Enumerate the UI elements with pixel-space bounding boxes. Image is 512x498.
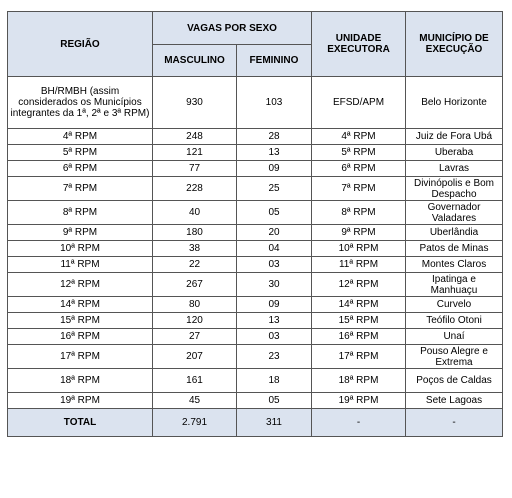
cell-regiao: 16ª RPM — [8, 329, 153, 345]
cell-masculino: 38 — [153, 241, 237, 257]
cell-masculino: 120 — [153, 313, 237, 329]
table-row — [8, 393, 503, 409]
cell-regiao: 15ª RPM — [8, 313, 153, 329]
cell-feminino: 13 — [237, 313, 312, 329]
cell-unidade: 8ª RPM — [312, 201, 406, 225]
total-feminino: 311 — [237, 409, 312, 437]
cell-masculino: 22 — [153, 257, 237, 273]
cell-unidade: 18ª RPM — [312, 369, 406, 393]
cell-unidade: 16ª RPM — [312, 329, 406, 345]
cell-municipio: Unaí — [406, 329, 503, 345]
cell-unidade: 9ª RPM — [312, 225, 406, 241]
cell-regiao: 9ª RPM — [8, 225, 153, 241]
cell-feminino: 18 — [237, 369, 312, 393]
table-row — [8, 297, 503, 313]
cell-municipio: Belo Horizonte — [406, 77, 503, 129]
cell-unidade: 15ª RPM — [312, 313, 406, 329]
cell-regiao: 14ª RPM — [8, 297, 153, 313]
cell-masculino: 180 — [153, 225, 237, 241]
cell-masculino: 40 — [153, 201, 237, 225]
cell-municipio: Patos de Minas — [406, 241, 503, 257]
cell-feminino: 20 — [237, 225, 312, 241]
total-masculino: 2.791 — [153, 409, 237, 437]
table-footer — [8, 409, 503, 437]
table-row — [8, 129, 503, 145]
cell-municipio: Montes Claros — [406, 257, 503, 273]
cell-feminino: 103 — [237, 77, 312, 129]
cell-feminino: 05 — [237, 393, 312, 409]
total-municipio: - — [406, 409, 503, 437]
cell-regiao: 19ª RPM — [8, 393, 153, 409]
cell-municipio: Teófilo Otoni — [406, 313, 503, 329]
cell-feminino: 09 — [237, 161, 312, 177]
table-row — [8, 369, 503, 393]
table-row — [8, 329, 503, 345]
cell-masculino: 77 — [153, 161, 237, 177]
cell-masculino: 228 — [153, 177, 237, 201]
header-feminino: FEMININO — [237, 45, 312, 77]
cell-feminino: 30 — [237, 273, 312, 297]
total-label: TOTAL — [8, 409, 153, 437]
table-row — [8, 345, 503, 369]
cell-municipio: Lavras — [406, 161, 503, 177]
cell-feminino: 23 — [237, 345, 312, 369]
cell-feminino: 13 — [237, 145, 312, 161]
cell-unidade: 4ª RPM — [312, 129, 406, 145]
table-row — [8, 273, 503, 297]
cell-masculino: 80 — [153, 297, 237, 313]
cell-unidade: 14ª RPM — [312, 297, 406, 313]
cell-regiao: 8ª RPM — [8, 201, 153, 225]
cell-feminino: 05 — [237, 201, 312, 225]
cell-municipio: Uberlândia — [406, 225, 503, 241]
table-row — [8, 257, 503, 273]
cell-unidade: 19ª RPM — [312, 393, 406, 409]
cell-masculino: 267 — [153, 273, 237, 297]
cell-feminino: 04 — [237, 241, 312, 257]
cell-feminino: 28 — [237, 129, 312, 145]
header-municipio-execucao: MUNICÍPIO DE EXECUÇÃO — [406, 12, 503, 77]
cell-municipio: Sete Lagoas — [406, 393, 503, 409]
cell-regiao: 6ª RPM — [8, 161, 153, 177]
table-row — [8, 241, 503, 257]
total-row — [8, 409, 503, 437]
cell-unidade: 12ª RPM — [312, 273, 406, 297]
cell-unidade: 5ª RPM — [312, 145, 406, 161]
table-header — [8, 12, 503, 77]
cell-regiao: 5ª RPM — [8, 145, 153, 161]
cell-municipio: Juiz de Fora Ubá — [406, 129, 503, 145]
cell-municipio: Poços de Caldas — [406, 369, 503, 393]
table-row — [8, 177, 503, 201]
cell-masculino: 121 — [153, 145, 237, 161]
table-body — [8, 77, 503, 409]
vacancies-table — [7, 11, 503, 437]
table-row — [8, 313, 503, 329]
cell-masculino: 248 — [153, 129, 237, 145]
cell-regiao: 4ª RPM — [8, 129, 153, 145]
cell-regiao: 10ª RPM — [8, 241, 153, 257]
cell-municipio: Pouso Alegre e Extrema — [406, 345, 503, 369]
header-regiao: REGIÃO — [8, 12, 153, 77]
cell-unidade: 10ª RPM — [312, 241, 406, 257]
cell-municipio: Governador Valadares — [406, 201, 503, 225]
cell-regiao: 7ª RPM — [8, 177, 153, 201]
cell-regiao: BH/RMBH (assim considerados os Municípios integrantes da 1ª, 2ª e 3ª RPM) — [8, 77, 153, 129]
cell-feminino: 25 — [237, 177, 312, 201]
cell-municipio: Curvelo — [406, 297, 503, 313]
cell-unidade: 6ª RPM — [312, 161, 406, 177]
cell-masculino: 27 — [153, 329, 237, 345]
table-row — [8, 225, 503, 241]
table-row — [8, 201, 503, 225]
cell-unidade: 11ª RPM — [312, 257, 406, 273]
table-row — [8, 145, 503, 161]
cell-regiao: 17ª RPM — [8, 345, 153, 369]
total-unidade: - — [312, 409, 406, 437]
table-row — [8, 161, 503, 177]
header-unidade-executora: UNIDADE EXECUTORA — [312, 12, 406, 77]
header-vagas-por-sexo: VAGAS POR SEXO — [153, 12, 312, 45]
table-row — [8, 77, 503, 129]
cell-masculino: 207 — [153, 345, 237, 369]
cell-unidade: EFSD/APM — [312, 77, 406, 129]
cell-municipio: Divinópolis e Bom Despacho — [406, 177, 503, 201]
cell-feminino: 03 — [237, 257, 312, 273]
cell-masculino: 930 — [153, 77, 237, 129]
cell-regiao: 18ª RPM — [8, 369, 153, 393]
cell-municipio: Uberaba — [406, 145, 503, 161]
cell-regiao: 11ª RPM — [8, 257, 153, 273]
header-masculino: MASCULINO — [153, 45, 237, 77]
cell-feminino: 09 — [237, 297, 312, 313]
cell-masculino: 45 — [153, 393, 237, 409]
cell-feminino: 03 — [237, 329, 312, 345]
cell-unidade: 17ª RPM — [312, 345, 406, 369]
cell-regiao: 12ª RPM — [8, 273, 153, 297]
cell-masculino: 161 — [153, 369, 237, 393]
cell-municipio: Ipatinga e Manhuaçu — [406, 273, 503, 297]
cell-unidade: 7ª RPM — [312, 177, 406, 201]
